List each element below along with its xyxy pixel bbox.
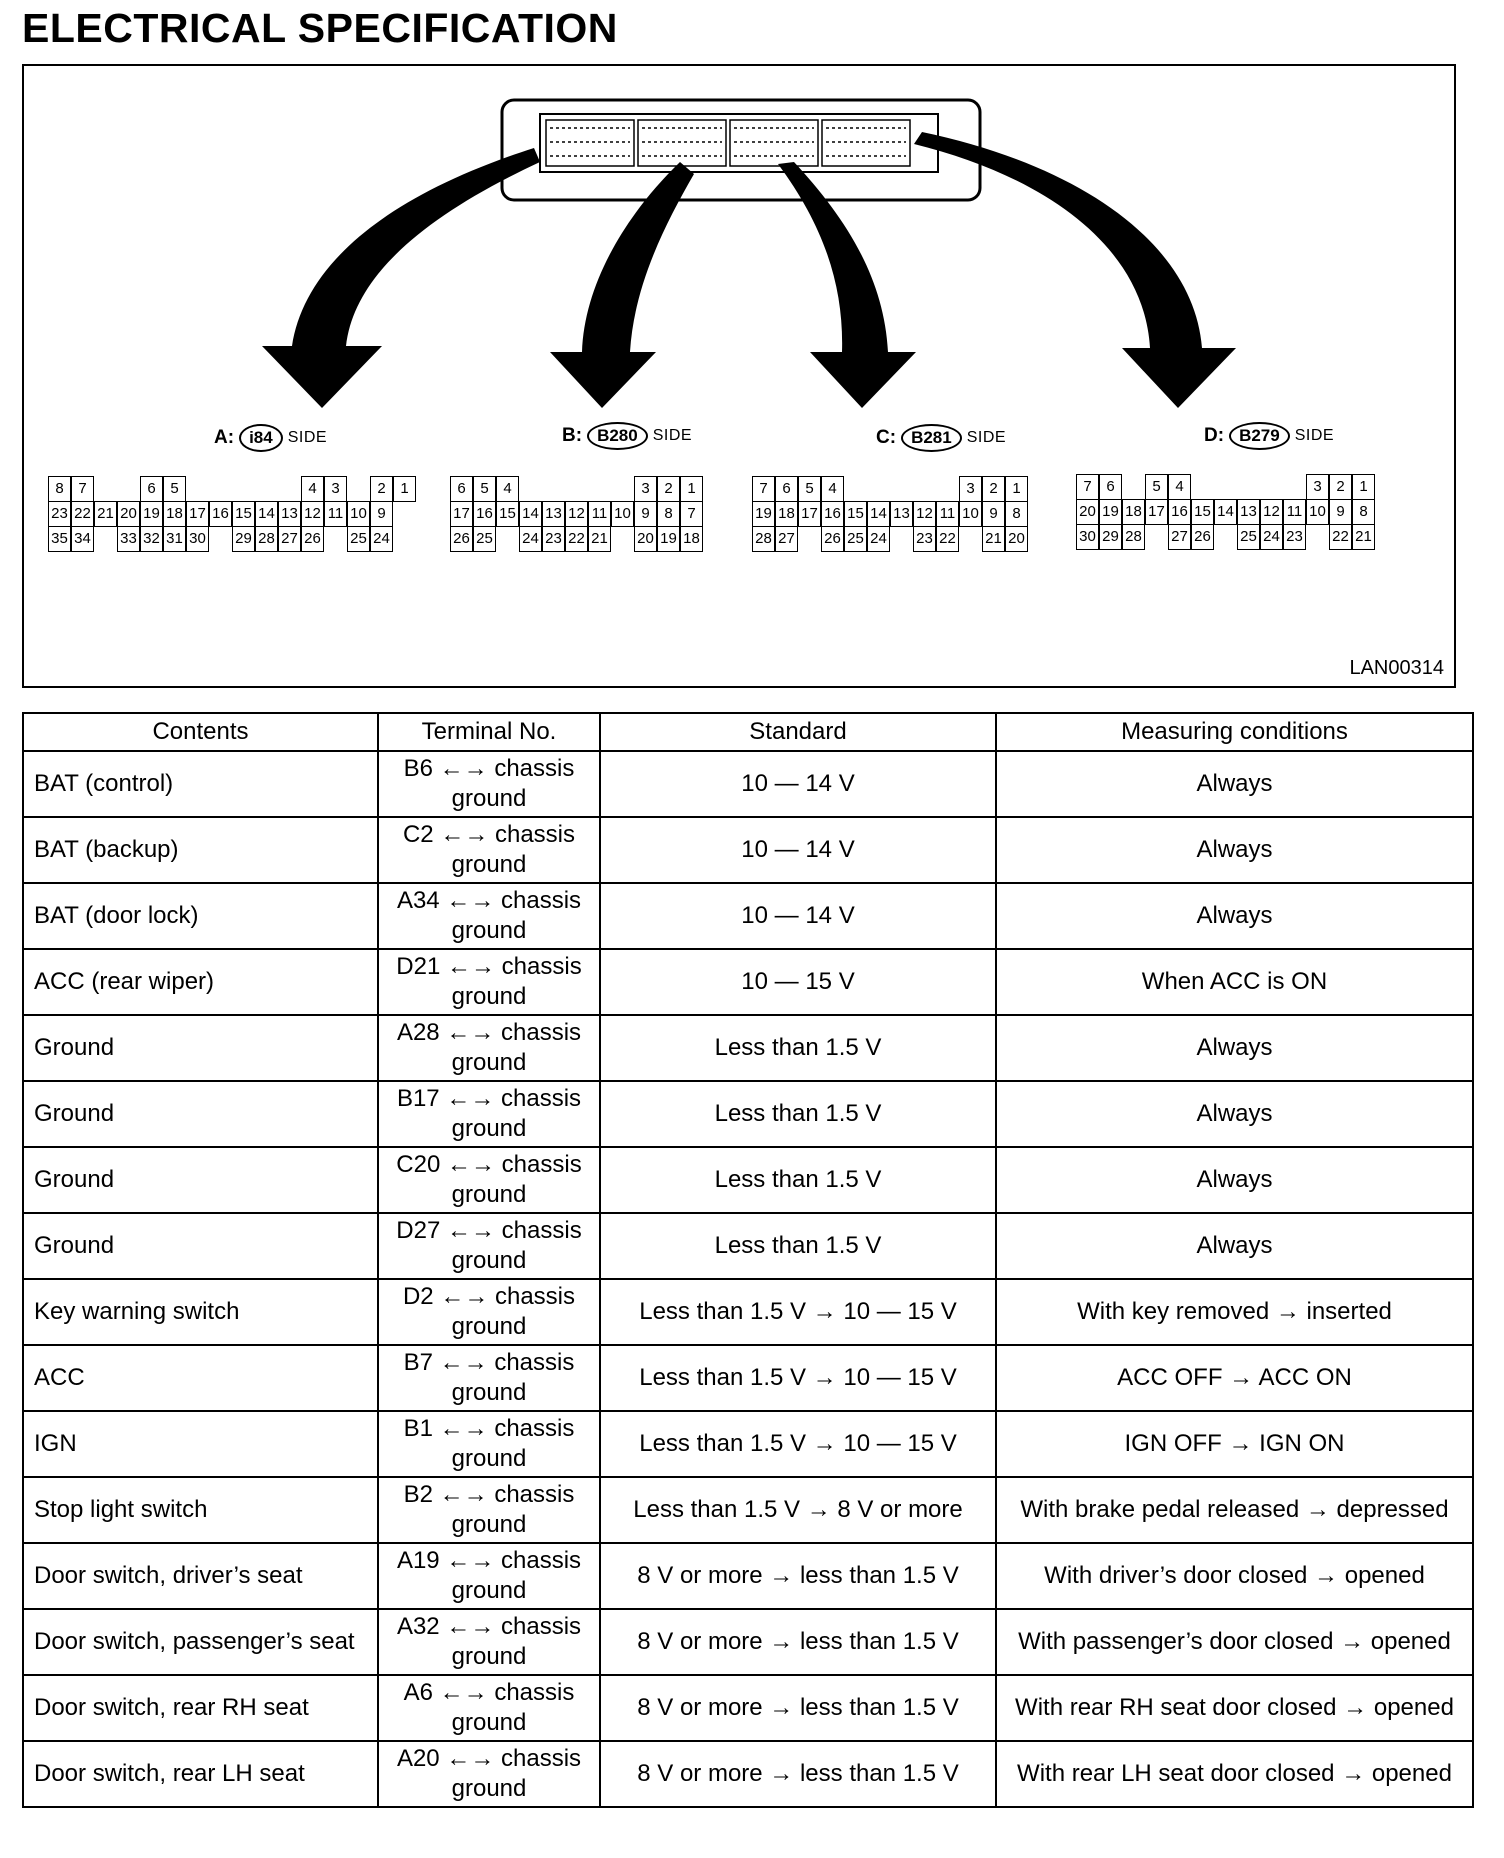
connector-pin <box>324 526 347 552</box>
cell-standard: 8 V or more → less than 1.5 V <box>600 1543 996 1609</box>
header-conditions: Measuring conditions <box>996 713 1473 751</box>
connector-pin: 6 <box>775 476 798 502</box>
cell-standard: 8 V or more → less than 1.5 V <box>600 1609 996 1675</box>
connector-pin: 16 <box>473 501 496 527</box>
connector-pin: 27 <box>1168 524 1191 550</box>
connector-pin: 35 <box>48 526 71 552</box>
connector-pin: 17 <box>450 501 473 527</box>
cell-terminal <box>378 1609 600 1675</box>
table-row <box>23 1543 1473 1609</box>
connector-pin: 18 <box>163 501 186 527</box>
connector-pin: 9 <box>982 501 1005 527</box>
table-row <box>23 751 1473 817</box>
connector-pin: 27 <box>278 526 301 552</box>
connector-pin <box>1214 524 1237 550</box>
connector-letter: C: <box>876 427 897 448</box>
connector-d-label <box>1204 422 1334 450</box>
connector-pin: 13 <box>1237 499 1260 525</box>
table-row <box>23 1675 1473 1741</box>
connector-pin: 19 <box>1099 499 1122 525</box>
connector-pin: 22 <box>936 526 959 552</box>
connector-pin <box>186 476 209 502</box>
connector-pin: 3 <box>324 476 347 502</box>
connector-pin: 21 <box>588 526 611 552</box>
connector-pin: 14 <box>255 501 278 527</box>
connector-pin: 4 <box>1168 474 1191 500</box>
connector-pin <box>232 476 255 502</box>
cell-standard: Less than 1.5 V → 8 V or more <box>600 1477 996 1543</box>
cell-standard: Less than 1.5 V <box>600 1147 996 1213</box>
table-row <box>23 1279 1473 1345</box>
cell-conditions: With brake pedal released → depressed <box>996 1477 1473 1543</box>
cell-conditions: With passenger’s door closed → opened <box>996 1609 1473 1675</box>
connector-pin: 2 <box>1329 474 1352 500</box>
connector-pin: 16 <box>1168 499 1191 525</box>
connector-pin: 26 <box>821 526 844 552</box>
table-row <box>23 1147 1473 1213</box>
terminal-pair: D21 ←→ chassis <box>396 953 582 980</box>
cell-contents: Ground <box>23 1213 378 1279</box>
connector-pin: 1 <box>1005 476 1028 502</box>
connector-pin <box>565 476 588 502</box>
connector-pin: 8 <box>48 476 71 502</box>
terminal-ground: ground <box>451 983 527 1010</box>
connector-pin <box>255 476 278 502</box>
terminal-pair: B17 ←→ chassis <box>396 1085 582 1112</box>
header-terminal: Terminal No. <box>378 713 600 751</box>
connector-pin: 9 <box>634 501 657 527</box>
terminal-pair: A34 ←→ chassis <box>396 887 582 914</box>
connector-pin: 15 <box>496 501 519 527</box>
connector-pin: 2 <box>982 476 1005 502</box>
cell-contents: BAT (backup) <box>23 817 378 883</box>
connector-pin <box>1122 474 1145 500</box>
connector-pin: 15 <box>1191 499 1214 525</box>
connector-pin: 23 <box>1283 524 1306 550</box>
connector-pin: 7 <box>680 501 703 527</box>
cell-terminal <box>378 1279 600 1345</box>
connector-pin: 32 <box>140 526 163 552</box>
connector-pin <box>867 476 890 502</box>
connector-pin <box>959 526 982 552</box>
connector-pin: 21 <box>94 501 117 527</box>
table-row <box>23 1015 1473 1081</box>
connector-pin: 10 <box>959 501 982 527</box>
terminal-ground: ground <box>451 917 527 944</box>
connector-pin <box>798 526 821 552</box>
connector-pin: 26 <box>1191 524 1214 550</box>
connector-b-label <box>562 422 692 450</box>
connector-pin <box>913 476 936 502</box>
connector-pin: 10 <box>611 501 634 527</box>
connector-pin <box>1283 474 1306 500</box>
connector-pin: 19 <box>657 526 680 552</box>
connector-pin <box>278 476 301 502</box>
connector-pin: 22 <box>1329 524 1352 550</box>
connector-pin: 14 <box>867 501 890 527</box>
cell-conditions: IGN OFF → IGN ON <box>996 1411 1473 1477</box>
connector-pin: 33 <box>117 526 140 552</box>
connector-pin: 23 <box>542 526 565 552</box>
connector-pin: 10 <box>347 501 370 527</box>
cell-conditions: Always <box>996 1015 1473 1081</box>
terminal-ground: ground <box>451 1049 527 1076</box>
cell-contents: ACC <box>23 1345 378 1411</box>
terminal-ground: ground <box>451 1379 527 1406</box>
connector-pin <box>1214 474 1237 500</box>
cell-standard: Less than 1.5 V <box>600 1015 996 1081</box>
connector-pin: 3 <box>1306 474 1329 500</box>
cell-conditions: When ACC is ON <box>996 949 1473 1015</box>
connector-pin: 19 <box>752 501 775 527</box>
connector-pin: 17 <box>798 501 821 527</box>
terminal-ground: ground <box>451 785 527 812</box>
terminal-ground: ground <box>451 1511 527 1538</box>
cell-terminal <box>378 1411 600 1477</box>
table-row <box>23 1081 1473 1147</box>
connector-pin: 34 <box>71 526 94 552</box>
connector-pin: 15 <box>232 501 255 527</box>
cell-standard: 10 — 14 V <box>600 751 996 817</box>
table-row <box>23 1345 1473 1411</box>
cell-contents: Ground <box>23 1147 378 1213</box>
connector-pin: 25 <box>473 526 496 552</box>
connector-pin: 24 <box>519 526 542 552</box>
connector-pin: 19 <box>140 501 163 527</box>
connector-pin: 5 <box>163 476 186 502</box>
connector-pin: 1 <box>393 476 416 502</box>
connector-pin: 8 <box>1352 499 1375 525</box>
connector-pin <box>844 476 867 502</box>
cell-conditions: With driver’s door closed → opened <box>996 1543 1473 1609</box>
connector-pin: 26 <box>450 526 473 552</box>
connector-pin: 12 <box>1260 499 1283 525</box>
connector-pin: 26 <box>301 526 324 552</box>
cell-terminal <box>378 1015 600 1081</box>
cell-conditions: With rear LH seat door closed → opened <box>996 1741 1473 1807</box>
connector-pin: 12 <box>301 501 324 527</box>
cell-contents: Door switch, driver’s seat <box>23 1543 378 1609</box>
header-contents: Contents <box>23 713 378 751</box>
terminal-pair: A20 ←→ chassis <box>396 1745 582 1772</box>
connector-pin: 11 <box>588 501 611 527</box>
connector-code: i84 <box>239 424 283 452</box>
terminal-ground: ground <box>451 1181 527 1208</box>
connector-letter: A: <box>214 427 235 448</box>
terminal-pair: A28 ←→ chassis <box>396 1019 582 1046</box>
terminal-pair: A19 ←→ chassis <box>396 1547 582 1574</box>
cell-standard: Less than 1.5 V → 10 — 15 V <box>600 1345 996 1411</box>
connector-pin: 2 <box>657 476 680 502</box>
connector-pin: 1 <box>680 476 703 502</box>
connector-pin <box>209 526 232 552</box>
connector-pin: 10 <box>1306 499 1329 525</box>
terminal-ground: ground <box>451 1313 527 1340</box>
terminal-pair: A32 ←→ chassis <box>396 1613 582 1640</box>
page-title: ELECTRICAL SPECIFICATION <box>22 5 618 51</box>
connector-pin: 29 <box>232 526 255 552</box>
specification-table <box>22 712 1474 1808</box>
cell-terminal <box>378 1543 600 1609</box>
arrow-to-a <box>262 148 540 408</box>
connector-pin: 9 <box>1329 499 1352 525</box>
table-row <box>23 1609 1473 1675</box>
connector-pin: 18 <box>1122 499 1145 525</box>
connector-pin: 29 <box>1099 524 1122 550</box>
connector-pin: 11 <box>936 501 959 527</box>
connector-a-label <box>214 424 327 452</box>
terminal-ground: ground <box>451 1643 527 1670</box>
cell-contents: ACC (rear wiper) <box>23 949 378 1015</box>
connector-pin: 15 <box>844 501 867 527</box>
table-body <box>23 751 1473 1807</box>
cell-contents: Ground <box>23 1081 378 1147</box>
connector-pin: 17 <box>1145 499 1168 525</box>
connector-pin <box>936 476 959 502</box>
figure-id: LAN00314 <box>1349 657 1444 679</box>
cell-conditions: ACC OFF → ACC ON <box>996 1345 1473 1411</box>
cell-terminal <box>378 817 600 883</box>
connector-pin: 13 <box>890 501 913 527</box>
connector-side: SIDE <box>1294 427 1335 444</box>
cell-standard: 8 V or more → less than 1.5 V <box>600 1675 996 1741</box>
connector-pin: 20 <box>634 526 657 552</box>
connector-pin: 18 <box>680 526 703 552</box>
cell-terminal <box>378 1213 600 1279</box>
connector-code: B281 <box>901 424 962 452</box>
cell-contents: Door switch, passenger’s seat <box>23 1609 378 1675</box>
terminal-pair: D2 ←→ chassis <box>402 1283 576 1310</box>
connector-pin: 5 <box>473 476 496 502</box>
connector-pin: 7 <box>1076 474 1099 500</box>
table-row <box>23 817 1473 883</box>
cell-standard: 10 — 15 V <box>600 949 996 1015</box>
connector-pin: 13 <box>278 501 301 527</box>
connector-pin: 13 <box>542 501 565 527</box>
connector-pin: 24 <box>867 526 890 552</box>
connector-pin: 11 <box>1283 499 1306 525</box>
connector-pin: 21 <box>1352 524 1375 550</box>
connector-pin: 3 <box>959 476 982 502</box>
header-standard: Standard <box>600 713 996 751</box>
terminal-ground: ground <box>451 1247 527 1274</box>
connector-pin <box>611 476 634 502</box>
connector-pin: 22 <box>565 526 588 552</box>
connector-pin: 28 <box>752 526 775 552</box>
control-unit-connector-block <box>540 114 938 172</box>
connector-pin <box>890 476 913 502</box>
connector-letter: B: <box>562 425 583 446</box>
connector-pin: 6 <box>450 476 473 502</box>
connector-pin: 14 <box>519 501 542 527</box>
connector-pin: 6 <box>1099 474 1122 500</box>
terminal-pair: C2 ←→ chassis <box>402 821 576 848</box>
cell-terminal <box>378 1345 600 1411</box>
connector-pin: 3 <box>634 476 657 502</box>
cell-conditions: With rear RH seat door closed → opened <box>996 1675 1473 1741</box>
table-row <box>23 1741 1473 1807</box>
cell-conditions: Always <box>996 817 1473 883</box>
connector-figure <box>22 64 1456 688</box>
connector-pin <box>588 476 611 502</box>
connector-pin <box>611 526 634 552</box>
connector-pin <box>94 526 117 552</box>
terminal-ground: ground <box>451 1445 527 1472</box>
connector-pin: 17 <box>186 501 209 527</box>
terminal-pair: B7 ←→ chassis <box>403 1349 575 1376</box>
cell-standard: Less than 1.5 V <box>600 1213 996 1279</box>
connector-pin <box>347 476 370 502</box>
terminal-ground: ground <box>451 1775 527 1802</box>
cell-terminal <box>378 1741 600 1807</box>
terminal-pair: C20 ←→ chassis <box>396 1151 582 1178</box>
connector-pin <box>496 526 519 552</box>
connector-letter: D: <box>1204 425 1225 446</box>
connector-pin: 8 <box>1005 501 1028 527</box>
cell-terminal <box>378 1675 600 1741</box>
cell-terminal <box>378 1147 600 1213</box>
cell-conditions: Always <box>996 751 1473 817</box>
connector-pin: 18 <box>775 501 798 527</box>
cell-terminal <box>378 949 600 1015</box>
cell-contents: IGN <box>23 1411 378 1477</box>
connector-pin: 6 <box>140 476 163 502</box>
connector-pin: 23 <box>913 526 936 552</box>
connector-pin: 31 <box>163 526 186 552</box>
connector-pin: 20 <box>1076 499 1099 525</box>
connector-pin: 4 <box>301 476 324 502</box>
connector-side: SIDE <box>652 427 693 444</box>
terminal-pair: A6 ←→ chassis <box>403 1679 575 1706</box>
cell-terminal <box>378 1081 600 1147</box>
connector-pin <box>1191 474 1214 500</box>
connector-pin: 30 <box>1076 524 1099 550</box>
connector-code: B280 <box>587 422 648 450</box>
connector-pin: 12 <box>565 501 588 527</box>
table-row <box>23 1411 1473 1477</box>
table-row <box>23 1213 1473 1279</box>
connector-pin: 14 <box>1214 499 1237 525</box>
connector-pin: 27 <box>775 526 798 552</box>
cell-conditions: Always <box>996 1081 1473 1147</box>
connector-pin <box>1260 474 1283 500</box>
connector-pin: 4 <box>496 476 519 502</box>
connector-pin: 7 <box>752 476 775 502</box>
cell-standard: 8 V or more → less than 1.5 V <box>600 1741 996 1807</box>
cell-standard: Less than 1.5 V → 10 — 15 V <box>600 1279 996 1345</box>
connector-pin: 9 <box>370 501 393 527</box>
connector-pin: 5 <box>798 476 821 502</box>
connector-pin: 11 <box>324 501 347 527</box>
connector-pin: 20 <box>117 501 140 527</box>
cell-standard: Less than 1.5 V <box>600 1081 996 1147</box>
connector-pin: 12 <box>913 501 936 527</box>
cell-contents: Key warning switch <box>23 1279 378 1345</box>
connector-pin: 1 <box>1352 474 1375 500</box>
connector-pin <box>542 476 565 502</box>
connector-pin <box>890 526 913 552</box>
connector-pin: 8 <box>657 501 680 527</box>
connector-pin: 24 <box>1260 524 1283 550</box>
connector-pin: 24 <box>370 526 393 552</box>
cell-contents: Door switch, rear LH seat <box>23 1741 378 1807</box>
cell-terminal <box>378 883 600 949</box>
cell-contents: Stop light switch <box>23 1477 378 1543</box>
connector-pin: 30 <box>186 526 209 552</box>
connector-pin <box>519 476 542 502</box>
connector-pin: 28 <box>255 526 278 552</box>
connector-side: SIDE <box>287 429 328 446</box>
connector-pin: 5 <box>1145 474 1168 500</box>
connector-pin: 7 <box>71 476 94 502</box>
cell-standard: Less than 1.5 V → 10 — 15 V <box>600 1411 996 1477</box>
connector-pin: 25 <box>347 526 370 552</box>
connector-pin: 4 <box>821 476 844 502</box>
cell-contents: Door switch, rear RH seat <box>23 1675 378 1741</box>
terminal-ground: ground <box>451 851 527 878</box>
connector-pin <box>1237 474 1260 500</box>
cell-contents: Ground <box>23 1015 378 1081</box>
connector-code: B279 <box>1229 422 1290 450</box>
cell-standard: 10 — 14 V <box>600 817 996 883</box>
connector-side: SIDE <box>966 429 1007 446</box>
connector-diagram <box>24 66 1454 686</box>
cell-conditions: Always <box>996 1147 1473 1213</box>
terminal-pair: B1 ←→ chassis <box>403 1415 575 1442</box>
cell-standard: 10 — 14 V <box>600 883 996 949</box>
terminal-ground: ground <box>451 1115 527 1142</box>
connector-pin <box>209 476 232 502</box>
connector-pin: 25 <box>844 526 867 552</box>
connector-pin: 2 <box>370 476 393 502</box>
cell-terminal <box>378 751 600 817</box>
connector-pin <box>117 476 140 502</box>
table-header-row <box>23 713 1473 751</box>
connector-pin: 16 <box>209 501 232 527</box>
cell-terminal <box>378 1477 600 1543</box>
cell-conditions: Always <box>996 1213 1473 1279</box>
connector-pin: 21 <box>982 526 1005 552</box>
connector-pin: 20 <box>1005 526 1028 552</box>
connector-pin <box>1306 524 1329 550</box>
connector-pin: 22 <box>71 501 94 527</box>
connector-pin <box>94 476 117 502</box>
terminal-ground: ground <box>451 1577 527 1604</box>
cell-conditions: With key removed → inserted <box>996 1279 1473 1345</box>
cell-contents: BAT (control) <box>23 751 378 817</box>
connector-pin: 25 <box>1237 524 1260 550</box>
connector-pin: 28 <box>1122 524 1145 550</box>
cell-contents: BAT (door lock) <box>23 883 378 949</box>
connector-pin: 23 <box>48 501 71 527</box>
table-row <box>23 883 1473 949</box>
table-row <box>23 1477 1473 1543</box>
connector-c-label <box>876 424 1006 452</box>
table-row <box>23 949 1473 1015</box>
connector-pin <box>1145 524 1168 550</box>
terminal-pair: D27 ←→ chassis <box>396 1217 582 1244</box>
connector-pin: 16 <box>821 501 844 527</box>
terminal-pair: B2 ←→ chassis <box>403 1481 575 1508</box>
terminal-pair: B6 ←→ chassis <box>403 755 575 782</box>
terminal-ground: ground <box>451 1709 527 1736</box>
cell-conditions: Always <box>996 883 1473 949</box>
